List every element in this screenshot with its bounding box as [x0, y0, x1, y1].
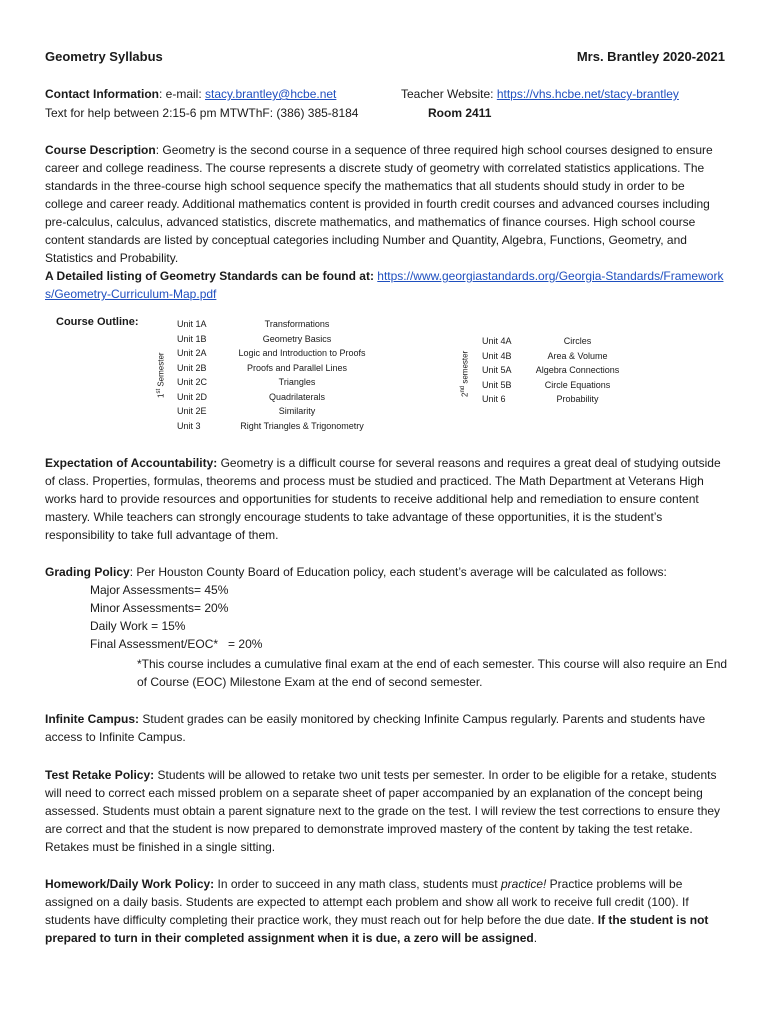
- unit-id: Unit 5A: [482, 365, 512, 375]
- infinite-campus-label: Infinite Campus:: [45, 712, 140, 726]
- retake-section: [45, 766, 725, 856]
- text-help: Text for help between 2:15-6 pm MTWThF: (386) 385-8184: [45, 106, 359, 120]
- unit-id: Unit 3: [177, 420, 201, 431]
- homework-text-2: Practice problems will be assigned on a daily basis. Students are expected to attempt each problem and show all work to receive full credit (100). If students have difficulty completing their practice work, they must reach out for help before the due date.: [45, 877, 689, 927]
- accountability-label: Expectation of Accountability:: [45, 456, 218, 470]
- contact-line: [45, 87, 336, 101]
- email-link[interactable]: stacy.brantley@hcbe.net: [205, 87, 337, 101]
- unit-id: Unit 2A: [177, 348, 207, 358]
- unit-topic: Circle Equations: [544, 379, 611, 390]
- unit-id: Unit 2B: [177, 362, 207, 373]
- description-label: Course Description: [45, 143, 156, 157]
- homework-zero-warning: If the student is not prepared to turn in their completed assignment when it is due, a zero will be assigned: [45, 913, 709, 945]
- unit-row: [482, 349, 625, 364]
- homework-section: [45, 875, 725, 947]
- unit-topic: Quadrilaterals: [268, 391, 326, 402]
- accountability-text: Geometry is a difficult course for several reasons and requires a great deal of studying outside of class. Properties, formulas, theorems and process must be studied and practiced. The Math Department at Veterans High works hard to provide resources and opportunities for students to receive additional help and remediation to ensure content mastery. While teachers can strongly encourage students to take advantage of these opportunities, it is the student’s responsibility to take full advantage of them.: [45, 456, 721, 542]
- unit-row: [482, 363, 625, 378]
- homework-emphasis: practice!: [500, 877, 547, 891]
- infinite-campus-section: [45, 710, 725, 746]
- unit-id: Unit 2D: [177, 391, 208, 402]
- grading-text: : Per Houston County Board of Education policy, each student’s average will be calculated as follows:: [129, 565, 667, 579]
- teacher-year: Mrs. Brantley 2020-2021: [576, 49, 725, 64]
- unit-topic: Area & Volume: [547, 350, 608, 361]
- unit-id: Unit 4B: [482, 350, 512, 361]
- grading-label: Grading Policy: [45, 565, 130, 579]
- grading-item: Major Assessments= 45%: [90, 583, 229, 597]
- description-text: : Geometry is the second course in a sequence of three required high school courses designed to ensure career and college readiness. The course represents a discrete study of geometry with correlated statistics applications. The standards in the three-course high school sequence specify the mathematics that all students should study in order to be college and career ready. Additional mathematics content is provided in fourth credit courses and advanced courses including pre-calculus, calculus, advanced statistics, discrete mathematics, and mathematics of finance courses. High school course content standards are listed by conceptual categories including Number and Quantity, Algebra, Functions, Geometry, and Statistics and Probability.: [45, 143, 713, 265]
- unit-topic: Proofs and Parallel Lines: [246, 362, 348, 373]
- grading-section: [45, 563, 725, 581]
- grading-item: Daily Work = 15%: [90, 619, 186, 633]
- unit-topic: Similarity: [278, 406, 316, 416]
- website-label: Teacher Website:: [401, 87, 497, 101]
- unit-topic: Circles: [563, 336, 592, 346]
- unit-id: Unit 2C: [177, 377, 208, 387]
- unit-id: Unit 4A: [482, 336, 512, 346]
- unit-row: [482, 334, 625, 349]
- unit-row: [177, 332, 367, 347]
- grading-item: Final Assessment/EOC* = 20%: [90, 637, 263, 651]
- unit-row: [482, 378, 625, 393]
- semester2-units: [482, 334, 625, 407]
- website-link[interactable]: https://vhs.hcbe.net/stacy-brantley: [496, 87, 679, 101]
- unit-topic: Right Triangles & Trigonometry: [240, 420, 364, 431]
- retake-label: Test Retake Policy:: [45, 768, 155, 782]
- course-description: [45, 141, 725, 303]
- unit-row: [177, 317, 367, 332]
- unit-row: [177, 346, 367, 361]
- course-outline-label: Course Outline:: [56, 316, 139, 328]
- page-title: Geometry Syllabus: [45, 49, 163, 64]
- retake-text: Students will be allowed to retake two unit tests per semester. In order to be eligible for a retake, students will need to correct each missed problem on a separate sheet of paper accompanied by an explanation of the concept being assessed. Students must obtain a parent signature next to the grade on the test. I will review the test corrections to ensure they are correct and that the student is now prepared to demonstrate improved mastery of the content by taking the test retake. Retakes must be finished in a single sitting.: [45, 768, 721, 854]
- semester1-label: 1st Semester: [156, 352, 166, 398]
- standards-link[interactable]: https://www.georgiastandards.org/Georgia-Standards/Frameworks/Geometry-Curriculum-Map.pdf: [45, 269, 724, 301]
- accountability-section: [45, 454, 725, 544]
- email-prefix: : e-mail:: [159, 87, 206, 101]
- unit-topic: Transformations: [264, 319, 330, 329]
- unit-id: Unit 1B: [177, 333, 207, 344]
- grading-item: Minor Assessments= 20%: [90, 601, 229, 615]
- unit-row: [177, 375, 367, 390]
- unit-topic: Algebra Connections: [535, 365, 620, 375]
- unit-row: [177, 419, 367, 434]
- unit-row: [177, 361, 367, 376]
- homework-label: Homework/Daily Work Policy:: [45, 877, 215, 891]
- semester1-units: [177, 317, 367, 433]
- standards-label: A Detailed listing of Geometry Standards can be found at:: [45, 269, 378, 283]
- semester2-label: 2nd semester: [460, 350, 470, 397]
- unit-row: [482, 392, 625, 407]
- grading-note: *This course includes a cumulative final exam at the end of each semester. This course will also require an End of Course (EOC) Milestone Exam at the end of second semester.: [137, 657, 728, 689]
- unit-id: Unit 5B: [482, 379, 512, 390]
- unit-id: Unit 1A: [177, 319, 207, 329]
- unit-id: Unit 2E: [177, 406, 207, 416]
- unit-row: [177, 390, 367, 405]
- contact-label: Contact Information: [45, 87, 159, 101]
- website-line: [401, 87, 679, 101]
- unit-topic: Triangles: [278, 377, 316, 387]
- unit-topic: Logic and Introduction to Proofs: [238, 348, 366, 358]
- infinite-campus-text: Student grades can be easily monitored by checking Infinite Campus regularly. Parents and students have access to Infinite Campus.: [45, 712, 706, 744]
- unit-row: [177, 404, 367, 419]
- unit-topic: Probability: [556, 394, 599, 404]
- room-number: Room 2411: [428, 106, 492, 120]
- homework-end: .: [533, 931, 538, 945]
- unit-topic: Geometry Basics: [262, 333, 332, 344]
- unit-id: Unit 6: [482, 394, 506, 404]
- homework-text-1: In order to succeed in any math class, students must: [214, 877, 501, 891]
